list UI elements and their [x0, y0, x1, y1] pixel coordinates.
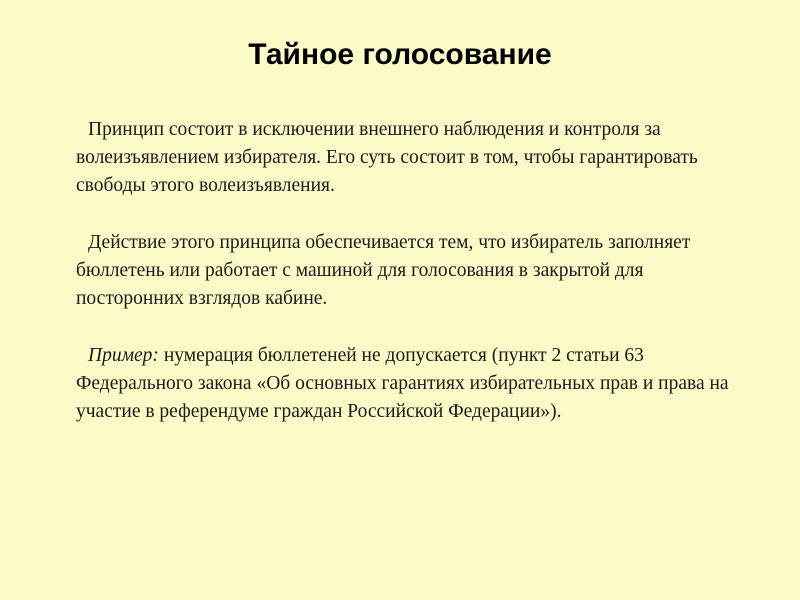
example-label: Пример:: [88, 345, 159, 366]
paragraph-example-text: нумерация бюллетеней не допускается (пункт 2 статьи 63 Федерального закона «Об основных гарантиях избирательных прав и права на участие в референдуме граждан Российской Федерации»).: [76, 345, 729, 422]
paragraph-example: [76, 342, 756, 426]
slide-title: Тайное голосование: [248, 38, 552, 71]
paragraph-implementation: [76, 229, 756, 313]
paragraph-principle-text: Принцип состоит в исключении внешнего наблюдения и контроля за волеизъявлением избирателя. Его суть состоит в том, чтобы гарантировать свободы этого волеизъявления.: [76, 119, 698, 196]
paragraph-implementation-text: Действие этого принципа обеспечивается тем, что избиратель заполняет бюллетень или работает с машиной для голосования в закрытой для посторонних взглядов кабине.: [76, 232, 691, 309]
paragraph-principle: [76, 116, 756, 200]
slide-body: [76, 116, 756, 455]
